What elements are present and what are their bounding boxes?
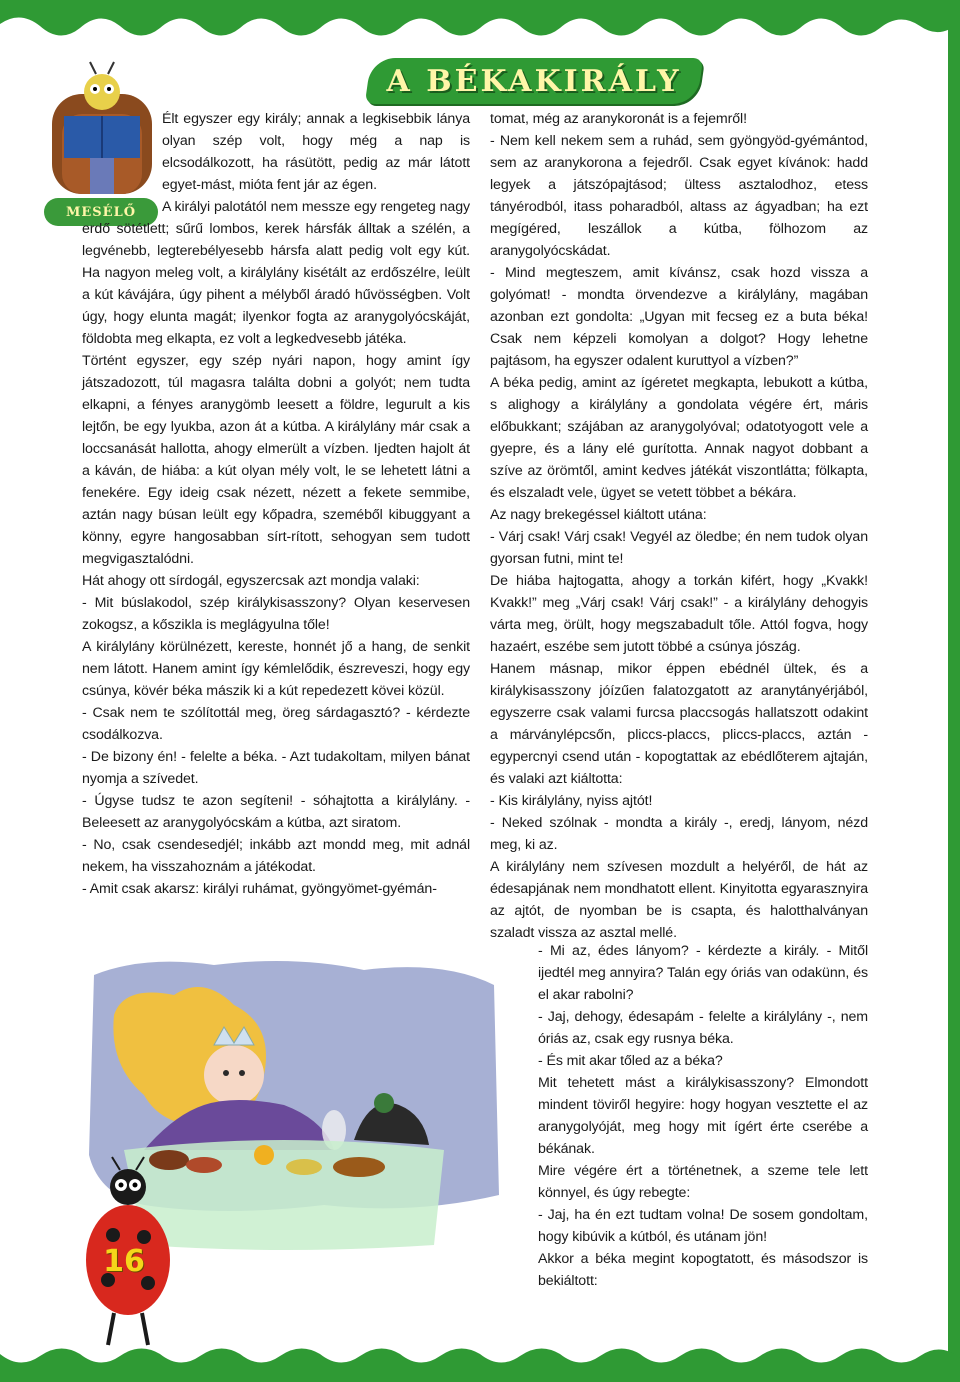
right-paragraph-18: Akkor a béka megint kopogtatott, és másodszor is bekiáltott: <box>538 1251 868 1289</box>
right-paragraph-4: A béka pedig, amint az ígéretet megkapta, lebukott a kútba, s alighogy a királylány a gondolata végére ért, máris előbukkant; szájában az aranygolyóval; odatotyogott vele a gyepre, és a lány elé gurította. Annak nagyot dobbant a szíve az örömtől, amint kedves játékát viszontlátta; fölkapta, és elszaladt vele, ügyet se vetett többet a békára. <box>490 375 868 501</box>
right-paragraph-9: - Kis királylány, nyiss ajtót! <box>490 793 653 809</box>
storyteller-reader-illustration <box>42 54 162 204</box>
left-paragraph-3: Történt egyszer, egy szép nyári napon, hogy amint így játszadozott, túl magasra találta dobni a golyót; nem tudta elkapni, a fényes aranygömb leesett a földre, legurult a kis lejtőn, be egy lyukba, azon át a kútba. A királylány már csak a loccsanását hallotta, ahogy elmerült a vízben. Ijedten hajolt át a káván, de hiába: a kút olyan mély volt, le se lehetett látni a fenekére. Egy ideig csak nézett, nézett a fekete semmibe, aztán nagy búsan leült egy kőpadra, szeméből kibuggyant a könny, egyre hangosabban sírt-rított, sehogyan sem tudott megvigasztalódni. <box>82 353 470 567</box>
right-column-upper <box>490 108 868 944</box>
right-paragraph-5: Az nagy brekegéssel kiáltott utána: <box>490 507 707 523</box>
right-paragraph-14: - És mit akar tőled az a béka? <box>538 1053 723 1069</box>
right-paragraph-11: A királylány nem szívesen mozdult a helyéről, de hát az édesapjának nem mondhatott ellent. Kinyitotta egyarasznyira az ajtót, de nyomban be is csapta, és halotthalványan szaladt vissza az asztal mellé. <box>490 859 868 941</box>
right-paragraph-8: Hanem másnap, mikor éppen ebédnél ültek, és a királykisasszony jóízűen falatozgatott az aranytányérjából, egyszerre csak valami furcsa placcsogás hallatszott odakint a márványlépcsőn, pliccs-placcs, pliccs-placcs, aztán - egypercnyi csend után - kopogtattak az ebédlőterem ajtaján, és valaki azt kiáltotta: <box>490 661 868 787</box>
left-paragraph-2: A királyi palotától nem messze egy rengeteg nagy erdő sötétlett; sűrű lombos, kerek hársfák álltak a szélén, a legvénebb, legterebélyesebb hársfa alatt pedig volt egy kút. Ha nagyon meleg volt, a királylány kisétált az erdőszélre, leült a kút kávájára, úgy pihent a mélyből áradó hűvösségben. Volt úgy, hogy elunta magát; ilyenkor fogta az aranygolyócskáját, földobta meg elkapta, ez volt a legkedvesebb játéka. <box>82 199 470 347</box>
right-paragraph-16: Mire végére ért a történetnek, a szeme tele lett könnyel, és úgy rebegte: <box>538 1163 868 1201</box>
left-column-body <box>82 196 470 900</box>
right-paragraph-2: - Nem kell nekem sem a ruhád, sem gyöngyöd-gyémántod, sem az aranykorona a fejedről. Csak egyet kívánok: hadd legyek a játszópajtásod; ültess asztalodhoz, etess tányérodból, itass poharadból, altass az ágyadban; ha ezt megígéred, leszállok a kútba, fölhozom az aranygolyócskádat. <box>490 133 868 259</box>
page-number: 16 <box>103 1243 145 1279</box>
page-title: A BÉKAKIRÁLY <box>386 63 682 99</box>
top-frame-border <box>0 0 960 60</box>
right-paragraph-15: Mit tehetett mást a királykisasszony? Elmondott mindent töviről hegyire: hogy hogyan vesztette el az aranygolyóját, meg hogy mit ígért érte cserébe a békának. <box>538 1075 868 1157</box>
right-paragraph-17: - Jaj, ha én ezt tudtam volna! De sosem gondoltam, hogy kibúvik a kútból, és utánam jön! <box>538 1207 868 1245</box>
left-paragraph-4: Hát ahogy ott sírdogál, egyszercsak azt mondja valaki: <box>82 573 420 589</box>
section-label-badge: MESÉLŐ <box>44 198 158 226</box>
left-paragraph-8: - De bizony én! - felelte a béka. - Azt tudakoltam, milyen bánat nyomja a szívedet. <box>82 749 470 787</box>
left-paragraph-10: - No, csak csendesedjél; inkább azt mondd meg, mit adnál nekem, ha visszahoznám a játékodat. <box>82 837 470 875</box>
left-paragraph-9: - Úgyse tudsz te azon segíteni! - sóhajtotta a királylány. - Beleesett az aranygolyócskám a kútba, azt siratom. <box>82 793 470 831</box>
right-paragraph-3: - Mind megteszem, amit kívánsz, csak hozd vissza a golyómat! - mondta örvendezve a királylány, magában azonban ezt gondolta: „Ugyan mit fecseg ez a buta béka! Csak nem képzeli komolyan a dolgot? Hogy lehetne pajtásom, ha egyszer odalent kuruttyol a vízben?” <box>490 265 868 369</box>
left-column-intro <box>162 108 470 196</box>
left-paragraph-1: Élt egyszer egy király; annak a legkisebbik lánya olyan szép volt, hogy még a nap is elcsodálkozott, ha rásütött, pedig az már látott egyet-mást, mióta fent jár az égen. <box>162 111 470 193</box>
left-paragraph-11: - Amit csak akarsz: királyi ruhámat, gyöngyömet-gyémán- <box>82 881 437 897</box>
left-paragraph-6: A királylány körülnézett, kereste, honnét jő a hang, de senkit nem látott. Hanem amint így kémlelődik, észreveszi, hogy egy csúnya, kövér béka mászik ki a kút repedezett kövei közül. <box>82 639 470 699</box>
right-frame-border <box>940 0 960 1382</box>
right-paragraph-13: - Jaj, dehogy, édesapám - felelte a királylány -, nem óriás az, csak egy rusnya béka. <box>538 1009 868 1047</box>
left-paragraph-5: - Mit búslakodol, szép királykisasszony? Olyan keservesen zokogsz, a kőszikla is meglágyulna tőle! <box>82 595 470 633</box>
right-paragraph-10: - Neked szólnak - mondta a király -, eredj, lányom, nézd meg, ki az. <box>490 815 868 853</box>
left-paragraph-7: - Csak nem te szólítottál meg, öreg sárdagasztó? - kérdezte csodálkozva. <box>82 705 470 743</box>
right-column-lower <box>538 940 868 1292</box>
right-paragraph-12: - Mi az, édes lányom? - kérdezte a király. - Mitől ijedtél meg annyira? Talán egy óriás van odakünn, és el akar rabolni? <box>538 943 868 1003</box>
right-paragraph-6: - Várj csak! Várj csak! Vegyél az öledbe; én nem tudok olyan gyorsan futni, mint te! <box>490 529 868 567</box>
right-paragraph-1: tomat, még az aranykoronát is a fejemről! <box>490 111 747 127</box>
right-paragraph-7: De hiába hajtogatta, ahogy a torkán kifért, hogy „Kvakk! Kvakk!” meg „Várj csak! Várj csak!” - a királylány dehogyis várta meg, örült, hogy megszabadult tőle. Attól fogva, hogy hazaért, eszébe sem jutott többé a csúnya jószág. <box>490 573 868 655</box>
